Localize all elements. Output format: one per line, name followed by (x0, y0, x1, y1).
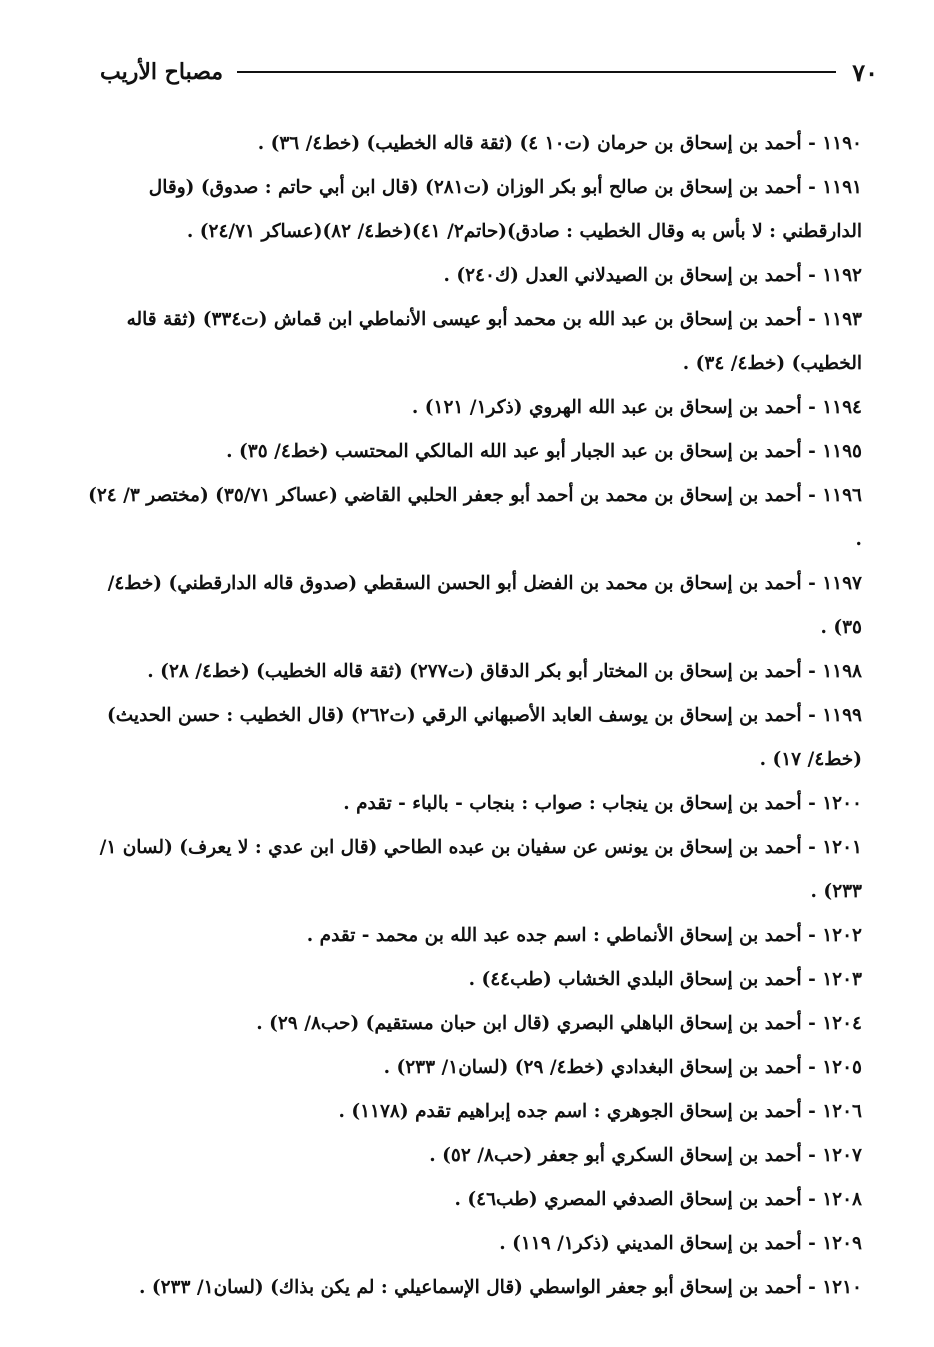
entry-text: أحمد بن إسحاق البغدادي (خط٤/ ٢٩) (لسان١/ ٢٣٣) . (383, 1057, 802, 1078)
entry-text: أحمد بن إسحاق بن حرمان (ت١٠ ٤) (ثقة قاله الخطيب) (خط٤/ ٣٦) . (257, 133, 802, 154)
entry-text: أحمد بن إسحاق البلدي الخشاب (طب٤٤) . (468, 969, 802, 990)
header-rule (237, 71, 836, 73)
entry-1205: ١٢٠٥ - أحمد بن إسحاق البغدادي (خط٤/ ٢٩) (لسان١/ ٢٣٣) . (383, 1057, 862, 1078)
entry-number: ١٢٠٩ (822, 1233, 862, 1254)
entry-1202: ١٢٠٢ - أحمد بن إسحاق الأنماطي : اسم جده عبد الله بن محمد - تقدم . (306, 925, 862, 946)
entry-text: أحمد بن إسحاق الجوهري : اسم جده إبراهيم تقدم (١١٧٨) . (338, 1101, 802, 1122)
entry-1191: ١١٩١ - أحمد بن إسحاق بن صالح أبو بكر الوزان (ت٢٨١) (قال ابن أبي حاتم : صدوق) (وقال الدارقطني : لا بأس به وقال الخطيب : صادق)(حاتم٢/ ٤١)(خط٤/ ٨٢)(عساكر ٢٤/٧١) . (148, 177, 862, 242)
entry-1195: ١١٩٥ - أحمد بن إسحاق بن عبد الجبار أبو عبد الله المالكي المحتسب (خط٤/ ٣٥) . (226, 441, 862, 462)
entry-number: ١٢٠٧ (822, 1145, 862, 1166)
entry-text: أحمد بن إسحاق السكري أبو جعفر (حب٨/ ٥٢) . (429, 1145, 802, 1166)
entry-text: أحمد بن إسحاق بن الصيدلاني العدل (ك٢٤٠) . (443, 265, 802, 286)
entry-number: ١١٩٥ (822, 441, 862, 462)
entry-number: ١٢٠٨ (822, 1189, 862, 1210)
entry-1192: ١١٩٢ - أحمد بن إسحاق بن الصيدلاني العدل (ك٢٤٠) . (443, 265, 862, 286)
entry-text: أحمد بن إسحاق بن محمد بن الفضل أبو الحسن السقطي (صدوق قاله الدارقطني) (خط٤/ ٣٥) . (107, 573, 862, 638)
entry-1208: ١٢٠٨ - أحمد بن إسحاق الصدفي المصري (طب٤٦) . (454, 1189, 862, 1210)
book-title: مصباح الأريب (100, 59, 224, 85)
running-header (100, 52, 878, 92)
entry-text: أحمد بن إسحاق بن ينجاب : صواب : بنجاب - بالباء - تقدم . (343, 793, 802, 814)
entry-text: أحمد بن إسحاق المديني (ذكر١/ ١١٩) . (499, 1233, 802, 1254)
entry-1194: ١١٩٤ - أحمد بن إسحاق بن عبد الله الهروي (ذكر١/ ١٢١) . (411, 397, 862, 418)
entry-number: ١١٩١ (822, 177, 862, 198)
entry-number: ١٢٠٣ (822, 969, 862, 990)
entry-number: ١١٩٤ (822, 397, 862, 418)
entry-text: أحمد بن إسحاق بن صالح أبو بكر الوزان (ت٢٨١) (قال ابن أبي حاتم : صدوق) (وقال الدارقطني : لا بأس به وقال الخطيب : صادق)(حاتم٢/ ٤١)(خط٤/ ٨٢)(عساكر ٢٤/٧١) . (148, 177, 862, 242)
entry-1207: ١٢٠٧ - أحمد بن إسحاق السكري أبو جعفر (حب٨/ ٥٢) . (429, 1145, 862, 1166)
entry-text: أحمد بن إسحاق بن المختار أبو بكر الدقاق (ت٢٧٧) (ثقة قاله الخطيب) (خط٤/ ٢٨) . (147, 661, 802, 682)
entry-text: أحمد بن إسحاق الباهلي البصري (قال ابن حبان مستقيم) (حب٨/ ٢٩) . (256, 1013, 802, 1034)
entry-text: أحمد بن إسحاق بن عبد الله الهروي (ذكر١/ ١٢١) . (411, 397, 802, 418)
entry-1193: ١١٩٣ - أحمد بن إسحاق بن عبد الله بن محمد أبو عيسى الأنماطي ابن قماش (ت٣٣٤) (ثقة قاله الخطيب) (خط٤/ ٣٤) . (126, 309, 862, 374)
entry-number: ١١٩٢ (822, 265, 862, 286)
entry-number: ١١٩٣ (822, 309, 862, 330)
entry-1190: ١١٩٠ - أحمد بن إسحاق بن حرمان (ت١٠ ٤) (ثقة قاله الخطيب) (خط٤/ ٣٦) . (257, 133, 862, 154)
entry-1203: ١٢٠٣ - أحمد بن إسحاق البلدي الخشاب (طب٤٤) . (468, 969, 862, 990)
entry-number: ١٢٠٥ (822, 1057, 862, 1078)
entry-number: ١٢٠٦ (822, 1101, 862, 1122)
entry-1206: ١٢٠٦ - أحمد بن إسحاق الجوهري : اسم جده إبراهيم تقدم (١١٧٨) . (338, 1101, 862, 1122)
entry-number: ١٢١٠ (822, 1277, 862, 1298)
entry-text: أحمد بن إسحاق بن يونس عن سفيان بن عبده الطاحي (قال ابن عدي : لا يعرف) (لسان ١/ ٢٣٣) . (99, 837, 862, 902)
entry-number: ١٢٠٤ (822, 1013, 862, 1034)
entry-text: أحمد بن إسحاق بن عبد الجبار أبو عبد الله المالكي المحتسب (خط٤/ ٣٥) . (226, 441, 802, 462)
entry-1198: ١١٩٨ - أحمد بن إسحاق بن المختار أبو بكر الدقاق (ت٢٧٧) (ثقة قاله الخطيب) (خط٤/ ٢٨) . (147, 661, 862, 682)
entry-text: أحمد بن إسحاق بن عبد الله بن محمد أبو عيسى الأنماطي ابن قماش (ت٣٣٤) (ثقة قاله الخطيب) (خط٤/ ٣٤) . (126, 309, 862, 374)
entry-text: أحمد بن إسحاق بن يوسف العابد الأصبهاني الرقي (ت٢٦٢) (قال الخطيب : حسن الحديث) (خط٤/ ١٧) . (107, 705, 862, 770)
entry-number: ١٢٠١ (822, 837, 862, 858)
entry-number: ١١٩٠ (822, 133, 862, 154)
entry-1210: ١٢١٠ - أحمد بن إسحاق أبو جعفر الواسطي (قال الإسماعيلي : لم يكن بذاك) (لسان١/ ٢٣٣) . (138, 1277, 862, 1298)
entry-text: أحمد بن إسحاق الأنماطي : اسم جده عبد الله بن محمد - تقدم . (306, 925, 802, 946)
entry-text: أحمد بن إسحاق أبو جعفر الواسطي (قال الإسماعيلي : لم يكن بذاك) (لسان١/ ٢٣٣) . (138, 1277, 802, 1298)
entry-number: ١١٩٧ (822, 573, 862, 594)
page-number: ٧٠ (852, 57, 878, 87)
entry-1196: ١١٩٦ - أحمد بن إسحاق بن محمد بن أحمد أبو جعفر الحلبي القاضي (عساكر ٣٥/٧١) (مختصر ٣/ ٢٤) . (88, 485, 862, 550)
entry-1204: ١٢٠٤ - أحمد بن إسحاق الباهلي البصري (قال ابن حبان مستقيم) (حب٨/ ٢٩) . (256, 1013, 862, 1034)
entry-1199: ١١٩٩ - أحمد بن إسحاق بن يوسف العابد الأصبهاني الرقي (ت٢٦٢) (قال الخطيب : حسن الحديث) (خط٤/ ١٧) . (107, 705, 862, 770)
entry-1197: ١١٩٧ - أحمد بن إسحاق بن محمد بن الفضل أبو الحسن السقطي (صدوق قاله الدارقطني) (خط٤/ ٣٥) . (107, 573, 862, 638)
entry-text: أحمد بن إسحاق الصدفي المصري (طب٤٦) . (454, 1189, 802, 1210)
entry-number: ١١٩٨ (822, 661, 862, 682)
entry-number: ١١٩٩ (822, 705, 862, 726)
entry-1201: ١٢٠١ - أحمد بن إسحاق بن يونس عن سفيان بن عبده الطاحي (قال ابن عدي : لا يعرف) (لسان ١/ ٢٣٣) . (99, 837, 862, 902)
entry-list (82, 122, 862, 1310)
entry-1200: ١٢٠٠ - أحمد بن إسحاق بن ينجاب : صواب : بنجاب - بالباء - تقدم . (343, 793, 862, 814)
entry-number: ١٢٠٠ (822, 793, 862, 814)
entry-1209: ١٢٠٩ - أحمد بن إسحاق المديني (ذكر١/ ١١٩) . (499, 1233, 862, 1254)
entry-number: ١١٩٦ (822, 485, 862, 506)
entry-number: ١٢٠٢ (822, 925, 862, 946)
entry-text: أحمد بن إسحاق بن محمد بن أحمد أبو جعفر الحلبي القاضي (عساكر ٣٥/٧١) (مختصر ٣/ ٢٤) . (88, 485, 862, 550)
